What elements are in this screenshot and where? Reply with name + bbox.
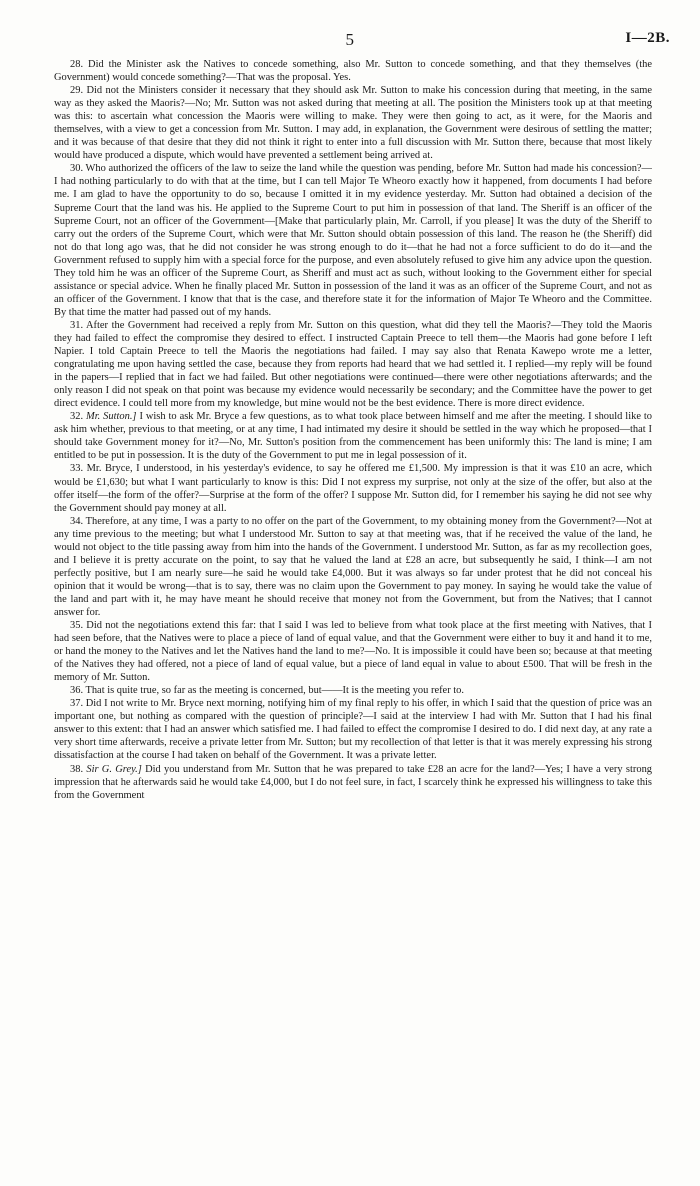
speaker-label: Sir G. Grey.] bbox=[86, 763, 142, 775]
paragraph-text: 34. Therefore, at any time, I was a party to no offer on the part of the Government, to my obtaining money from the Government?—Not at any time previous to the meeting; but what I understood Mr. Sutton to say at that meeting was, that if he received the value of the land, he would not object to the title passing away from him into the hands of the Government. I understood Mr. Sutton, as far as my recollection goes, and I believe it is pretty accurate on the point, to say that he valued the land at £28 an acre, but subsequently he said, I think—I am not perfectly positive, but I am nearly sure—he said he would take £4,000. But it was always so far under protest that he did not conceal his opinion that it would be wrong—that is to say, there was no claim upon the Government to pay money. In saying he would take the value of the land and part with it, he may have meant he should receive that money not from the Government, but from the Natives; that I cannot answer for. bbox=[54, 515, 652, 618]
paragraph-33 bbox=[54, 462, 652, 514]
paragraph-text: 37. Did I not write to Mr. Bryce next morning, notifying him of my final reply to his offer, in which I said that the question of price was an important one, but nothing as compared with the question of principle?—I said at the interview I had with Mr. Sutton that I had his final answer to this extent: that I had an answer which satisfied me. I had failed to effect the compromise I desired to do. I did next day, at any rate a very short time afterwards, receive a private letter from Mr. Sutton; but my recollection of that letter is that it was merely expressing his strong dissatisfaction at the course I had taken on behalf of the Government. It was a private letter. bbox=[54, 698, 652, 762]
paragraph-text: Did you understand from Mr. Sutton that he was prepared to take £28 an acre for the land?—Yes; I have a very strong impression that he afterwards said he would take £4,000, but I do not feel sure, in fact, I scarcely think he expressed his willingness to take this from the Government bbox=[54, 763, 653, 801]
paragraph-text: 29. Did not the Ministers consider it necessary that they should ask Mr. Sutton to make his concession during that meeting, in the same way as they asked the Maoris?—No; Mr. Sutton was not asked during that meeting at all. The position the Ministers took up at that meeting was this: to ascertain what concession the Maoris were willing to make. They were then going to act, as it were, for the Maoris and themselves, with a view to get a concession from Mr. Sutton. I may add, in explanation, the Government were desirous of settling the matter; and it was because of that desire that they did not think it right to enter into a full discussion with Mr. Sutton there, because that most likely would have produced a dispute, which would have prevented a settlement being arrived at. bbox=[54, 85, 652, 162]
question-number: 38. bbox=[70, 763, 87, 775]
paragraph-28 bbox=[54, 58, 652, 84]
paragraph-text: I wish to ask Mr. Bryce a few questions, as to what took place between himself and me after the meeting. I should like to ask him whether, previous to that meeting, or at any time, I had intimated my desire it should be settled in the way which he proposed—that I should take Government money for it?—No, Mr. Sutton's position from the commencement has been uniformly this: The land is mine; I am entitled to be put in possession. It is the duty of the Government to put me in legal possession of it. bbox=[54, 411, 653, 462]
paragraph-34 bbox=[54, 515, 652, 619]
paragraph-36 bbox=[54, 684, 652, 697]
question-number: 32. bbox=[70, 411, 86, 423]
paragraph-text: 31. After the Government had received a reply from Mr. Sutton on this question, what did they tell the Maoris?—They told the Maoris they had failed to effect the compromise they desired to effect. I instructed Captain Preece to tell them—the Maoris had gone before I left Napier. I told Captain Preece to tell the Maoris the negotiations had failed. I may say also that Renata Kawepo wrote me a letter, congratulating me upon having settled the case, because they from reports had heard that we had settled it. I replied—my reply will be found in the papers—I replied that in fact we had failed. But other negotiations were continued—there were other negotiations afterwards; and the only reason I did not speak on that point was because my evidence would necessarily be secondary; and the Committee have the power to get direct evidence. I could tell more from my knowledge, but mine would not be the best evidence. There is more direct evidence. bbox=[54, 319, 652, 410]
paragraph-32 bbox=[54, 410, 652, 462]
body-text bbox=[54, 58, 652, 802]
paper-reference: I—2B. bbox=[625, 30, 670, 46]
paragraph-37 bbox=[54, 697, 652, 762]
paragraph-text: 36. That is quite true, so far as the meeting is concerned, but——It is the meeting you refer to. bbox=[70, 685, 465, 697]
paragraph-text: 30. Who authorized the officers of the law to seize the land while the question was pending, before Mr. Sutton had made his concession?—I had nothing particularly to do with that at the time, but I can tell Major Te Wheoro exactly how it happened, from documents I had before me. I am glad to have the opportunity to do so, because I omitted it in my evidence yesterday. Mr. Sutton had obtained a decision of the Supreme Court that the land was his. He applied to the Supreme Court to put him in possession of that land. The Sheriff is an officer of the Supreme Court, not an officer of the Government—[Make that particularly plain, Mr. Carroll, if you please] It was the duty of the Sheriff to carry out the orders of the Supreme Court, which were that Mr. Sutton should obtain possession of this land. The reason he (the Sheriff) did not do that long ago was, that he did not consider he was strong enough to do it—that he had not a force sufficient to do do it—and the Government refused to supply him with a special force for the purpose, and even absolutely refused to give him any advice upon the question. They told him he was an officer of the Supreme Court, as Sheriff and must act as such, without looking to the Government either for special assistance or special advice. When he finally placed Mr. Sutton in possession of the land it was as an officer of the Supreme Court, and not as an officer of the Government. I know that that is the case, and therefore state it for the information of Major Te Wheoro and the Committee. By that time the matter had passed out of my hands. bbox=[54, 163, 652, 318]
speaker-label: Mr. Sutton.] bbox=[86, 411, 137, 423]
paragraph-38 bbox=[54, 763, 652, 802]
paragraph-29 bbox=[54, 84, 652, 162]
page-number: 5 bbox=[345, 30, 355, 49]
paragraph-31 bbox=[54, 319, 652, 410]
paragraph-text: 35. Did not the negotiations extend this far: that I said I was led to believe from what took place at the first meeting with Natives, that I had seen before, that the Natives were to place a piece of land of equal value, and that the Government were either to buy it and hand it to me, or hand the money to the Natives and let the Natives hand the land to me?—No. It is impossible it could have been so; because at that meeting of the Natives they had offered, not a piece of land of equal value, but a piece of land equal in value to about £500. That will be fresh in the memory of Mr. Sutton. bbox=[54, 620, 652, 684]
paragraph-30 bbox=[54, 162, 652, 319]
paragraph-text: 28. Did the Minister ask the Natives to concede something, also Mr. Sutton to concede something, and that they themselves (the Government) would concede something?—That was the proposal. Yes. bbox=[54, 59, 652, 84]
paragraph-text: 33. Mr. Bryce, I understood, in his yesterday's evidence, to say he offered me £1,500. My impression is that it was £10 an acre, which would be £1,630; but what I want particularly to know is this: Did I not express my surprise, not only at the size of the offer, but also at the offer itself—the form of the offer?—Surprise at the form of the offer? I suppose Mr. Sutton did, for I remember his saying he did not see why the Government should pay money at all. bbox=[54, 463, 652, 514]
paragraph-35 bbox=[54, 619, 652, 684]
